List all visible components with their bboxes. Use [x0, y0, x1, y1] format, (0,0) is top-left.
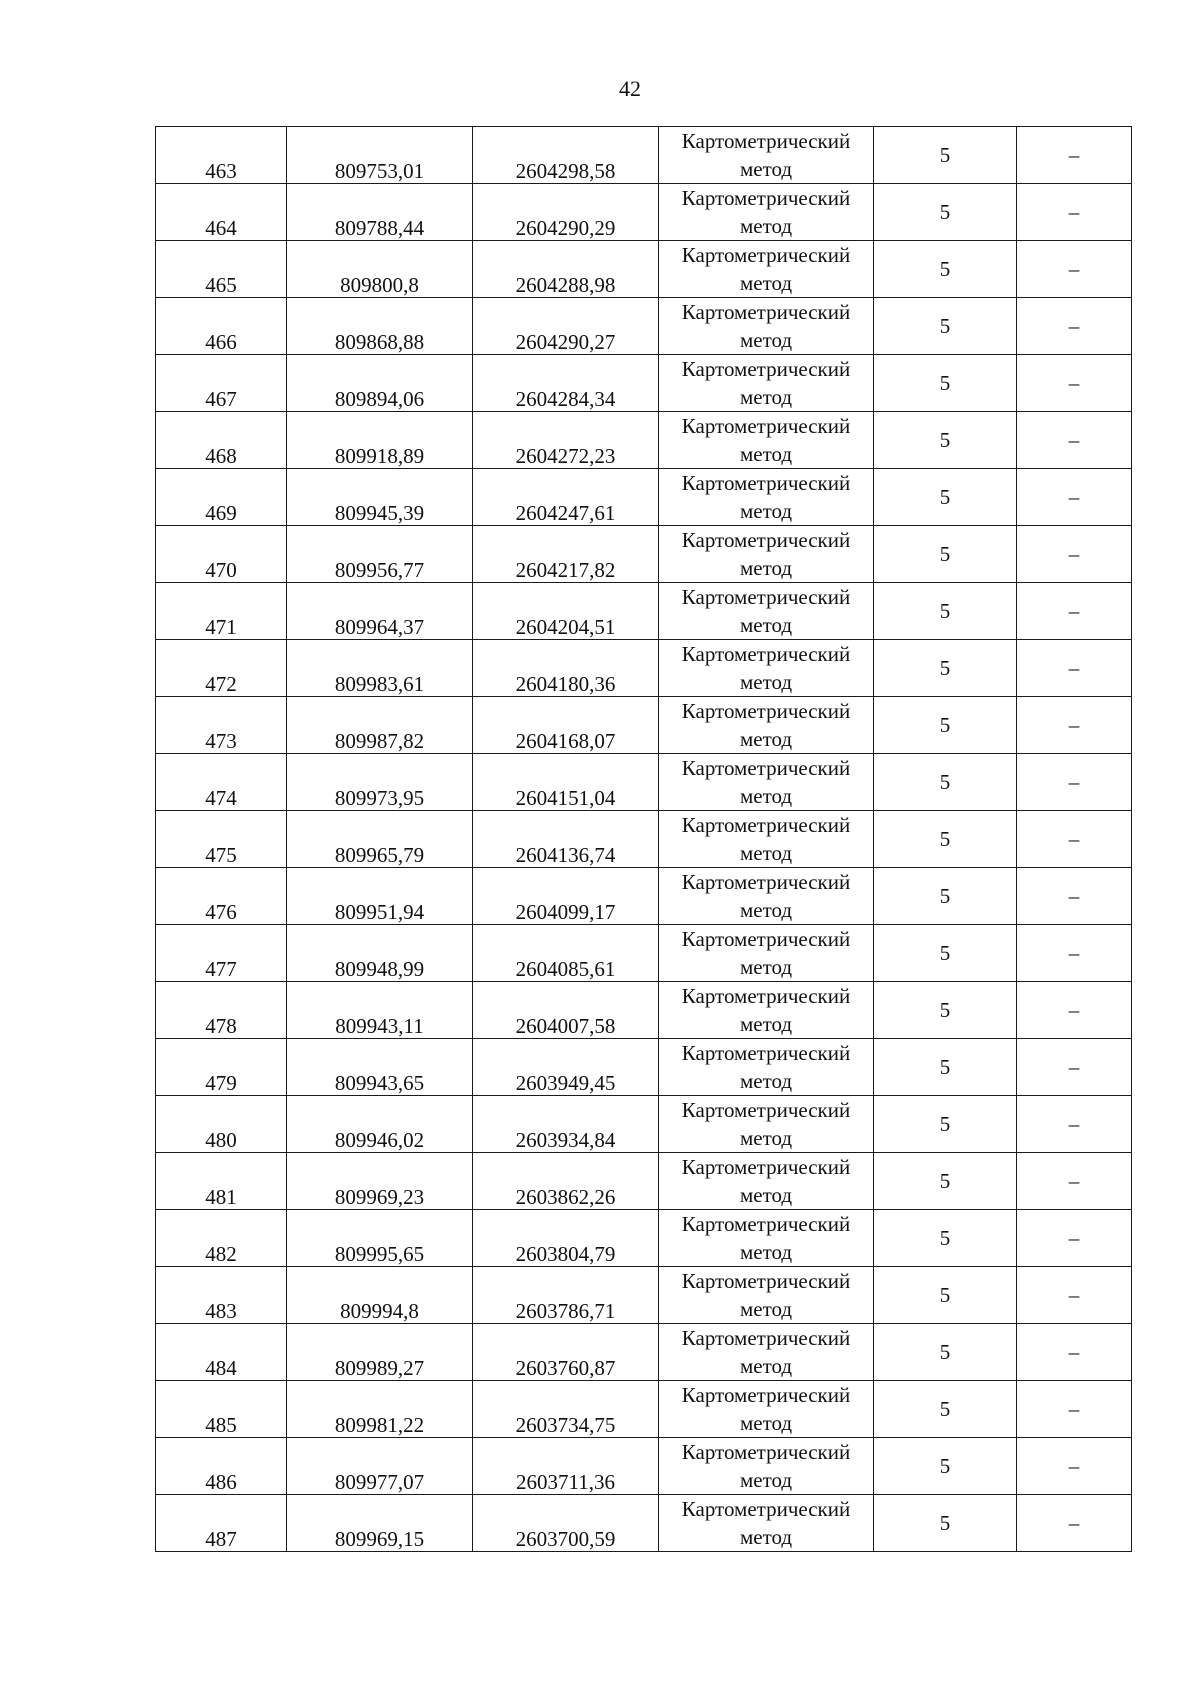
method-cell — [659, 241, 874, 298]
point-number-cell: 480 — [156, 1096, 287, 1153]
description-cell: – — [1017, 583, 1132, 640]
accuracy-cell: 5 — [874, 469, 1017, 526]
accuracy-cell: 5 — [874, 640, 1017, 697]
x-coordinate-cell: 809987,82 — [287, 697, 473, 754]
x-coordinate-cell: 809977,07 — [287, 1438, 473, 1495]
y-coordinate-cell: 2603711,36 — [473, 1438, 659, 1495]
method-cell — [659, 184, 874, 241]
method-line-2: метод — [739, 499, 793, 523]
method-cell — [659, 298, 874, 355]
accuracy-cell: 5 — [874, 298, 1017, 355]
method-line-2: метод — [739, 613, 793, 637]
accuracy-cell: 5 — [874, 1381, 1017, 1438]
description-cell: – — [1017, 811, 1132, 868]
table-row — [156, 412, 1132, 469]
description-cell: – — [1017, 1495, 1132, 1552]
accuracy-cell: 5 — [874, 526, 1017, 583]
y-coordinate-cell: 2604136,74 — [473, 811, 659, 868]
method-line-2: метод — [739, 442, 793, 466]
method-line-2: метод — [739, 1240, 793, 1264]
point-number-cell: 476 — [156, 868, 287, 925]
method-line-2: метод — [739, 727, 793, 751]
method-cell — [659, 868, 874, 925]
table-row — [156, 184, 1132, 241]
method-line-1: Картометрический — [681, 1440, 851, 1464]
method-cell — [659, 355, 874, 412]
y-coordinate-cell: 2603734,75 — [473, 1381, 659, 1438]
table-row — [156, 1210, 1132, 1267]
y-coordinate-cell: 2603786,71 — [473, 1267, 659, 1324]
accuracy-cell: 5 — [874, 241, 1017, 298]
method-line-2: метод — [739, 385, 793, 409]
method-line-1: Картометрический — [681, 471, 851, 495]
y-coordinate-cell: 2604290,29 — [473, 184, 659, 241]
method-line-1: Картометрический — [681, 1041, 851, 1065]
method-cell — [659, 982, 874, 1039]
description-cell: – — [1017, 526, 1132, 583]
method-line-2: метод — [739, 841, 793, 865]
x-coordinate-cell: 809945,39 — [287, 469, 473, 526]
x-coordinate-cell: 809943,65 — [287, 1039, 473, 1096]
table-row — [156, 241, 1132, 298]
x-coordinate-cell: 809995,65 — [287, 1210, 473, 1267]
method-line-1: Картометрический — [681, 1155, 851, 1179]
table-row — [156, 526, 1132, 583]
description-cell: – — [1017, 412, 1132, 469]
method-cell — [659, 1153, 874, 1210]
description-cell: – — [1017, 127, 1132, 184]
method-cell — [659, 412, 874, 469]
table-row — [156, 1495, 1132, 1552]
point-number-cell: 466 — [156, 298, 287, 355]
table-row — [156, 1381, 1132, 1438]
method-line-2: метод — [739, 1525, 793, 1549]
description-cell: – — [1017, 1381, 1132, 1438]
description-cell: – — [1017, 1039, 1132, 1096]
method-line-1: Картометрический — [681, 1383, 851, 1407]
method-line-2: метод — [739, 898, 793, 922]
x-coordinate-cell: 809965,79 — [287, 811, 473, 868]
point-number-cell: 481 — [156, 1153, 287, 1210]
description-cell: – — [1017, 1210, 1132, 1267]
table-row — [156, 469, 1132, 526]
method-line-2: метод — [739, 1012, 793, 1036]
y-coordinate-cell: 2604290,27 — [473, 298, 659, 355]
x-coordinate-cell: 809983,61 — [287, 640, 473, 697]
accuracy-cell: 5 — [874, 1039, 1017, 1096]
method-line-1: Картометрический — [681, 1326, 851, 1350]
point-number-cell: 468 — [156, 412, 287, 469]
method-line-2: метод — [739, 1069, 793, 1093]
description-cell: – — [1017, 925, 1132, 982]
x-coordinate-cell: 809894,06 — [287, 355, 473, 412]
accuracy-cell: 5 — [874, 127, 1017, 184]
method-line-2: метод — [739, 1126, 793, 1150]
accuracy-cell: 5 — [874, 1438, 1017, 1495]
method-line-1: Картометрический — [681, 756, 851, 780]
y-coordinate-cell: 2603804,79 — [473, 1210, 659, 1267]
point-number-cell: 485 — [156, 1381, 287, 1438]
y-coordinate-cell: 2604151,04 — [473, 754, 659, 811]
point-number-cell: 470 — [156, 526, 287, 583]
method-line-1: Картометрический — [681, 813, 851, 837]
y-coordinate-cell: 2604007,58 — [473, 982, 659, 1039]
description-cell: – — [1017, 982, 1132, 1039]
x-coordinate-cell: 809969,23 — [287, 1153, 473, 1210]
y-coordinate-cell: 2604298,58 — [473, 127, 659, 184]
description-cell: – — [1017, 1267, 1132, 1324]
coordinates-table-body — [156, 127, 1132, 1552]
table-row — [156, 982, 1132, 1039]
method-line-1: Картометрический — [681, 357, 851, 381]
method-line-1: Картометрический — [681, 1269, 851, 1293]
method-cell — [659, 1096, 874, 1153]
method-line-1: Картометрический — [681, 1497, 851, 1521]
table-row — [156, 1039, 1132, 1096]
description-cell: – — [1017, 1096, 1132, 1153]
point-number-cell: 486 — [156, 1438, 287, 1495]
y-coordinate-cell: 2604284,34 — [473, 355, 659, 412]
table-row — [156, 1096, 1132, 1153]
description-cell: – — [1017, 640, 1132, 697]
description-cell: – — [1017, 1438, 1132, 1495]
description-cell: – — [1017, 184, 1132, 241]
y-coordinate-cell: 2603760,87 — [473, 1324, 659, 1381]
y-coordinate-cell: 2604180,36 — [473, 640, 659, 697]
accuracy-cell: 5 — [874, 355, 1017, 412]
method-line-2: метод — [739, 670, 793, 694]
x-coordinate-cell: 809868,88 — [287, 298, 473, 355]
point-number-cell: 482 — [156, 1210, 287, 1267]
point-number-cell: 484 — [156, 1324, 287, 1381]
x-coordinate-cell: 809948,99 — [287, 925, 473, 982]
y-coordinate-cell: 2604217,82 — [473, 526, 659, 583]
point-number-cell: 464 — [156, 184, 287, 241]
method-line-1: Картометрический — [681, 642, 851, 666]
accuracy-cell: 5 — [874, 1153, 1017, 1210]
method-cell — [659, 1039, 874, 1096]
x-coordinate-cell: 809946,02 — [287, 1096, 473, 1153]
accuracy-cell: 5 — [874, 925, 1017, 982]
method-line-2: метод — [739, 784, 793, 808]
accuracy-cell: 5 — [874, 754, 1017, 811]
method-cell — [659, 526, 874, 583]
x-coordinate-cell: 809788,44 — [287, 184, 473, 241]
y-coordinate-cell: 2604247,61 — [473, 469, 659, 526]
accuracy-cell: 5 — [874, 868, 1017, 925]
accuracy-cell: 5 — [874, 412, 1017, 469]
accuracy-cell: 5 — [874, 583, 1017, 640]
point-number-cell: 472 — [156, 640, 287, 697]
method-line-1: Картометрический — [681, 243, 851, 267]
point-number-cell: 474 — [156, 754, 287, 811]
accuracy-cell: 5 — [874, 982, 1017, 1039]
method-cell — [659, 925, 874, 982]
x-coordinate-cell: 809956,77 — [287, 526, 473, 583]
method-line-2: метод — [739, 271, 793, 295]
x-coordinate-cell: 809943,11 — [287, 982, 473, 1039]
point-number-cell: 467 — [156, 355, 287, 412]
description-cell: – — [1017, 1153, 1132, 1210]
point-number-cell: 483 — [156, 1267, 287, 1324]
method-line-1: Картометрический — [681, 984, 851, 1008]
x-coordinate-cell: 809989,27 — [287, 1324, 473, 1381]
table-row — [156, 697, 1132, 754]
method-line-2: метод — [739, 157, 793, 181]
method-cell — [659, 1381, 874, 1438]
accuracy-cell: 5 — [874, 1096, 1017, 1153]
accuracy-cell: 5 — [874, 1267, 1017, 1324]
method-line-1: Картометрический — [681, 414, 851, 438]
x-coordinate-cell: 809951,94 — [287, 868, 473, 925]
method-line-2: метод — [739, 214, 793, 238]
description-cell: – — [1017, 298, 1132, 355]
table-row — [156, 1438, 1132, 1495]
method-cell — [659, 1495, 874, 1552]
method-cell — [659, 640, 874, 697]
table-row — [156, 754, 1132, 811]
point-number-cell: 465 — [156, 241, 287, 298]
description-cell: – — [1017, 355, 1132, 412]
x-coordinate-cell: 809753,01 — [287, 127, 473, 184]
table-row — [156, 640, 1132, 697]
accuracy-cell: 5 — [874, 1210, 1017, 1267]
method-line-1: Картометрический — [681, 300, 851, 324]
coordinates-table — [155, 126, 1132, 1552]
x-coordinate-cell: 809994,8 — [287, 1267, 473, 1324]
method-line-1: Картометрический — [681, 129, 851, 153]
table-row — [156, 298, 1132, 355]
y-coordinate-cell: 2604288,98 — [473, 241, 659, 298]
method-line-1: Картометрический — [681, 870, 851, 894]
method-line-2: метод — [739, 1468, 793, 1492]
x-coordinate-cell: 809800,8 — [287, 241, 473, 298]
method-line-2: метод — [739, 955, 793, 979]
method-line-2: метод — [739, 556, 793, 580]
accuracy-cell: 5 — [874, 184, 1017, 241]
method-cell — [659, 1210, 874, 1267]
method-cell — [659, 1267, 874, 1324]
table-row — [156, 355, 1132, 412]
method-line-1: Картометрический — [681, 1098, 851, 1122]
method-line-1: Картометрический — [681, 927, 851, 951]
description-cell: – — [1017, 241, 1132, 298]
method-line-1: Картометрический — [681, 186, 851, 210]
y-coordinate-cell: 2604085,61 — [473, 925, 659, 982]
description-cell: – — [1017, 469, 1132, 526]
point-number-cell: 469 — [156, 469, 287, 526]
method-cell — [659, 754, 874, 811]
y-coordinate-cell: 2604168,07 — [473, 697, 659, 754]
description-cell: – — [1017, 697, 1132, 754]
table-row — [156, 868, 1132, 925]
method-line-1: Картометрический — [681, 528, 851, 552]
point-number-cell: 478 — [156, 982, 287, 1039]
y-coordinate-cell: 2604204,51 — [473, 583, 659, 640]
y-coordinate-cell: 2604272,23 — [473, 412, 659, 469]
point-number-cell: 473 — [156, 697, 287, 754]
accuracy-cell: 5 — [874, 1495, 1017, 1552]
y-coordinate-cell: 2603700,59 — [473, 1495, 659, 1552]
method-cell — [659, 127, 874, 184]
method-cell — [659, 583, 874, 640]
y-coordinate-cell: 2604099,17 — [473, 868, 659, 925]
method-line-2: метод — [739, 1297, 793, 1321]
description-cell: – — [1017, 754, 1132, 811]
point-number-cell: 471 — [156, 583, 287, 640]
table-row — [156, 925, 1132, 982]
point-number-cell: 475 — [156, 811, 287, 868]
page-number: 42 — [619, 76, 641, 101]
method-cell — [659, 1324, 874, 1381]
method-line-2: метод — [739, 328, 793, 352]
accuracy-cell: 5 — [874, 811, 1017, 868]
method-cell — [659, 1438, 874, 1495]
method-line-1: Картометрический — [681, 1212, 851, 1236]
x-coordinate-cell: 809964,37 — [287, 583, 473, 640]
table-row — [156, 1153, 1132, 1210]
accuracy-cell: 5 — [874, 697, 1017, 754]
method-cell — [659, 469, 874, 526]
x-coordinate-cell: 809973,95 — [287, 754, 473, 811]
method-line-1: Картометрический — [681, 699, 851, 723]
y-coordinate-cell: 2603862,26 — [473, 1153, 659, 1210]
table-row — [156, 583, 1132, 640]
x-coordinate-cell: 809969,15 — [287, 1495, 473, 1552]
y-coordinate-cell: 2603949,45 — [473, 1039, 659, 1096]
point-number-cell: 479 — [156, 1039, 287, 1096]
method-line-1: Картометрический — [681, 585, 851, 609]
table-row — [156, 1324, 1132, 1381]
method-cell — [659, 697, 874, 754]
point-number-cell: 463 — [156, 127, 287, 184]
table-row — [156, 1267, 1132, 1324]
point-number-cell: 477 — [156, 925, 287, 982]
x-coordinate-cell: 809981,22 — [287, 1381, 473, 1438]
method-line-2: метод — [739, 1411, 793, 1435]
x-coordinate-cell: 809918,89 — [287, 412, 473, 469]
y-coordinate-cell: 2603934,84 — [473, 1096, 659, 1153]
method-line-2: метод — [739, 1354, 793, 1378]
table-row — [156, 127, 1132, 184]
method-cell — [659, 811, 874, 868]
table-row — [156, 811, 1132, 868]
accuracy-cell: 5 — [874, 1324, 1017, 1381]
description-cell: – — [1017, 868, 1132, 925]
method-line-2: метод — [739, 1183, 793, 1207]
description-cell: – — [1017, 1324, 1132, 1381]
point-number-cell: 487 — [156, 1495, 287, 1552]
